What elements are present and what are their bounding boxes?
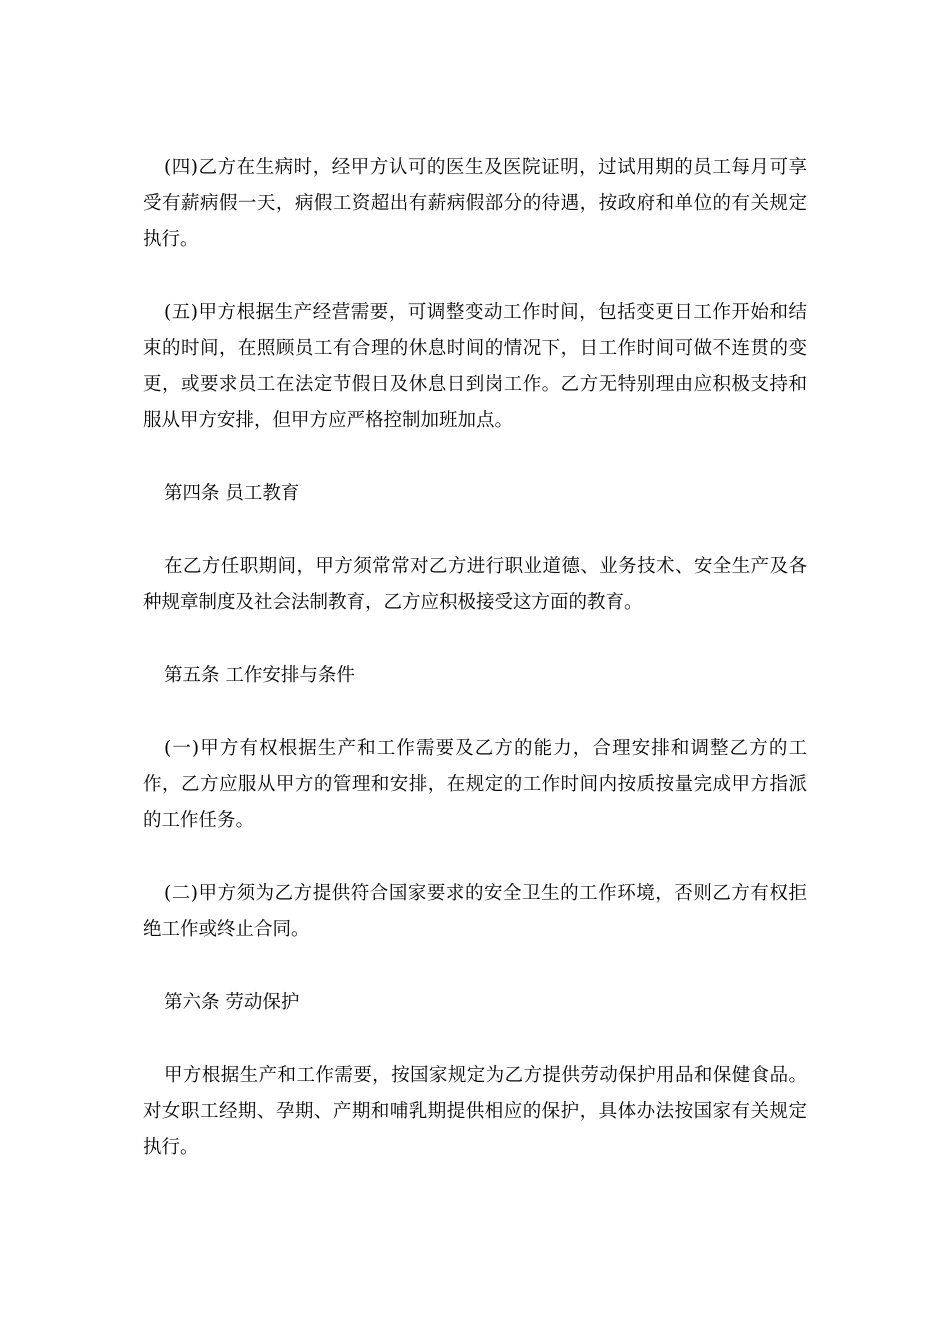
paragraph-gap <box>143 621 807 658</box>
paragraph-gap <box>143 948 807 985</box>
paragraph-gap <box>143 439 807 476</box>
paragraph-gap <box>143 512 807 549</box>
paragraph-labor-protection: 甲方根据生产和工作需要，按国家规定为乙方提供劳动保护用品和保健食品。对女职工经期、孕期、产期和哺乳期提供相应的保护，具体办法按国家有关规定执行。 <box>143 1065 807 1158</box>
document-page <box>143 150 807 1166</box>
paragraph-gap <box>143 258 807 295</box>
paragraph-gap <box>143 839 807 876</box>
paragraph-sick-leave: (四)乙方在生病时，经甲方认可的医生及医院证明，过试用期的员工每月可享受有薪病假一天，病假工资超出有薪病假部分的待遇，按政府和单位的有关规定执行。 <box>143 157 807 250</box>
article-5-heading: 第五条 工作安排与条件 <box>164 665 355 686</box>
paragraph-work-assignment: (一)甲方有权根据生产和工作需要及乙方的能力，合理安排和调整乙方的工作，乙方应服从甲方的管理和安排，在规定的工作时间内按质按量完成甲方指派的工作任务。 <box>143 738 807 831</box>
article-4-heading: 第四条 员工教育 <box>164 483 300 504</box>
article-6-heading: 第六条 劳动保护 <box>164 992 300 1013</box>
paragraph-gap <box>143 1021 807 1058</box>
paragraph-work-environment: (二)甲方须为乙方提供符合国家要求的安全卫生的工作环境，否则乙方有权拒绝工作或终止合同。 <box>143 883 807 940</box>
paragraph-working-hours: (五)甲方根据生产经营需要，可调整变动工作时间，包括变更日工作开始和结束的时间，在照顾员工有合理的休息时间的情况下，日工作时间可做不连贯的变更，或要求员工在法定节假日及休息日到岗工作。乙方无特别理由应积极支持和服从甲方安排，但甲方应严格控制加班加点。 <box>143 302 807 431</box>
paragraph-employee-education: 在乙方任职期间，甲方须常常对乙方进行职业道德、业务技术、安全生产及各种规章制度及社会法制教育，乙方应积极接受这方面的教育。 <box>143 556 807 613</box>
paragraph-gap <box>143 694 807 731</box>
